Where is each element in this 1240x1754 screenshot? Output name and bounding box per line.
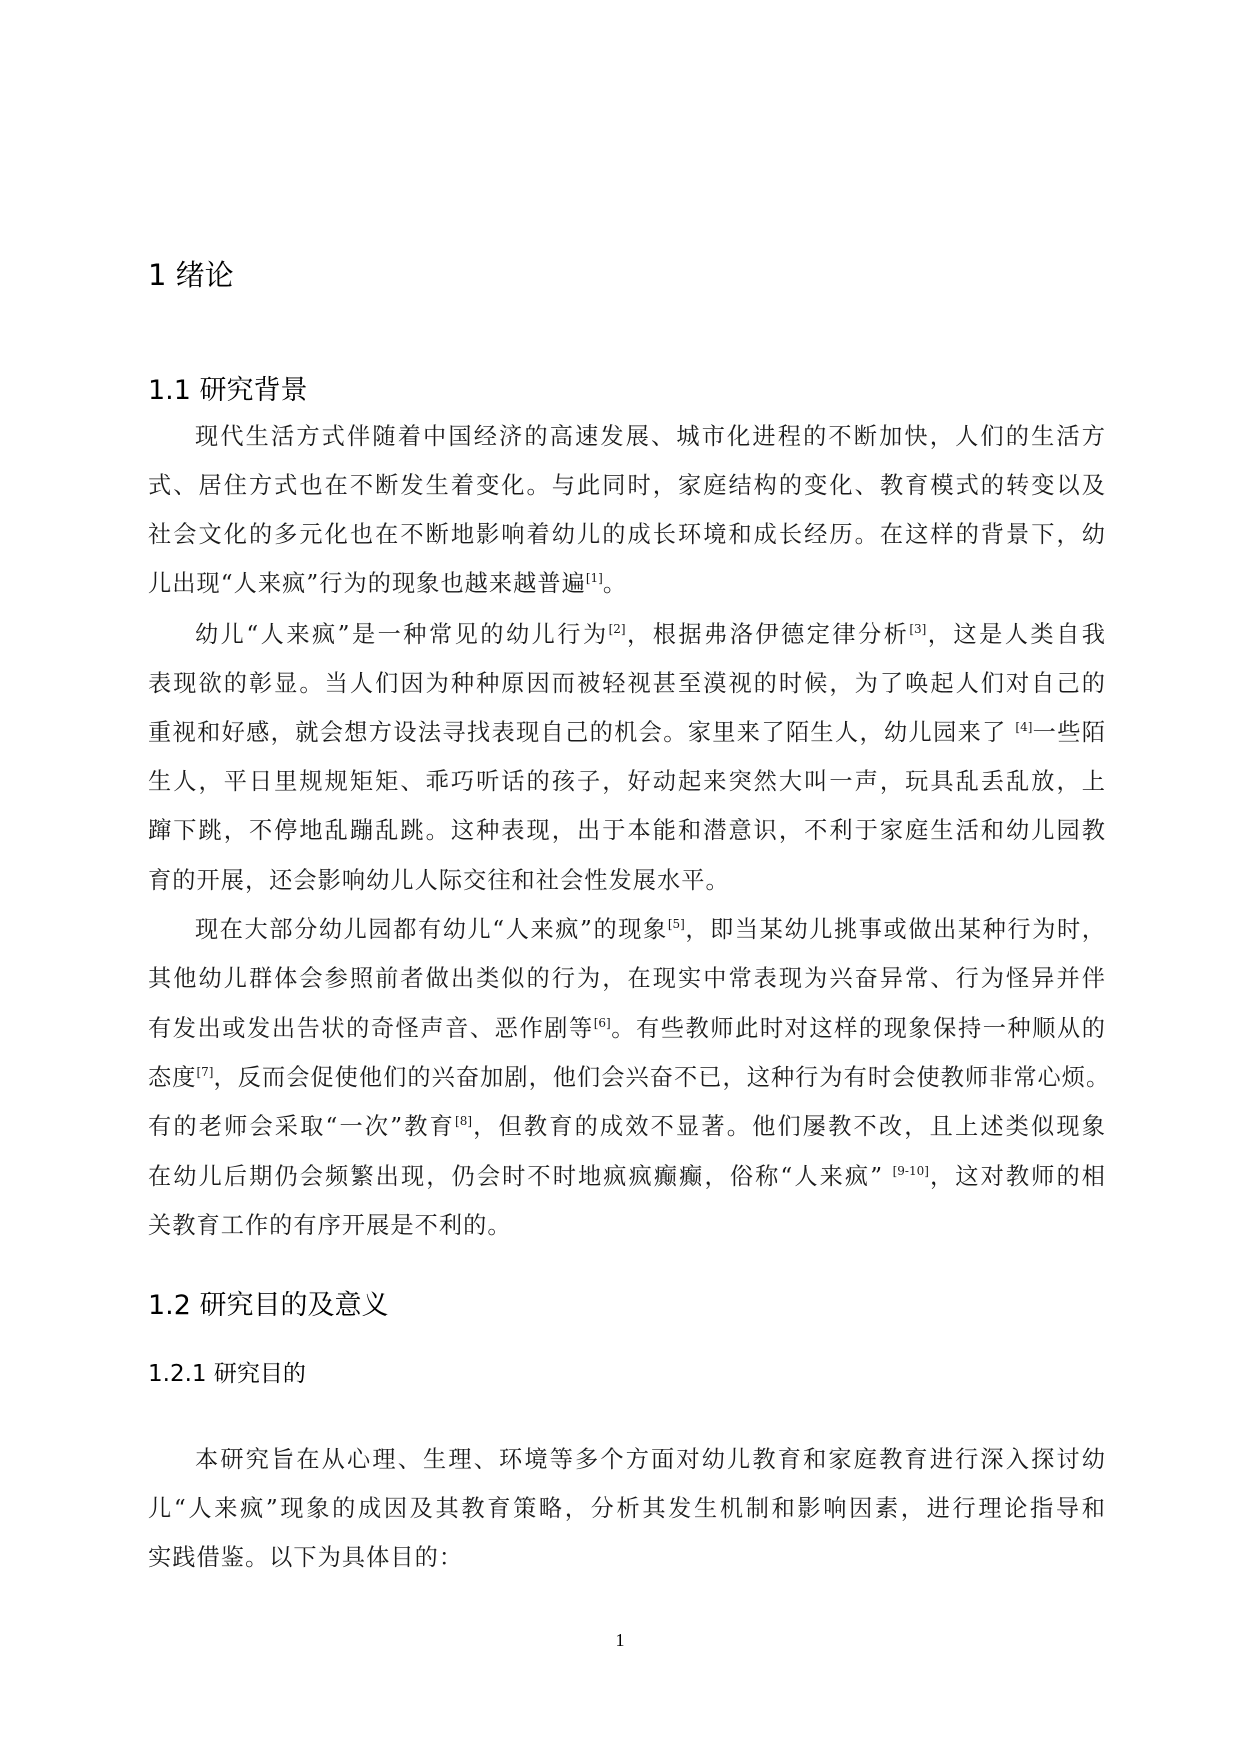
line-text: 有的老师会采取“一次”教育 [148,1113,456,1140]
line-text: 一些陌 [1032,719,1106,746]
paragraph-line [148,816,1106,846]
line-text: 表现欲的彰显。当人们因为种种原因而被轻视甚至漠视的时候，为了唤起人们对自己的 [148,670,1106,697]
paragraph-line [148,569,1106,599]
paragraph-line [148,471,1106,501]
line-text: 。 [602,570,628,597]
page-number: 1 [615,1630,625,1650]
line-text: ，反而会促使他们的兴奋加剧，他们会兴奋不已，这种行为有时会使教师非常心烦。 [213,1064,1111,1091]
paragraph-line [148,1014,1106,1044]
line-text: ，即当某幼儿挑事或做出某种行为时， [684,916,1106,943]
line-text: 实践借鉴。以下为具体目的： [148,1544,464,1571]
line-text: 现代生活方式伴随着中国经济的高速发展、城市化进程的不断加快，人们的生活方 [195,423,1106,450]
paragraph-line [148,1162,1106,1192]
paragraph-line [148,520,1106,550]
citation-marker: [3] [909,622,927,636]
paragraph-line [148,1543,1106,1573]
citation-marker: [9-10] [892,1164,929,1178]
line-text: 本研究旨在从心理、生理、环境等多个方面对幼儿教育和家庭教育进行深入探讨幼 [195,1446,1106,1473]
line-text: 式、居住方式也在不断发生着变化。与此同时，家庭结构的变化、教育模式的转变以及 [148,472,1106,499]
line-text: 现在大部分幼儿园都有幼儿“人来疯”的现象 [195,916,668,943]
line-text: 儿“人来疯”现象的成因及其教育策略，分析其发生机制和影响因素，进行理论指导和 [148,1495,1106,1522]
citation-marker: [5] [667,917,685,931]
subsection-heading-1-2-1: 1.2.1 研究目的 [148,1361,306,1387]
paragraph-line [148,1494,1106,1524]
paragraph-line [148,1112,1106,1142]
citation-marker: [4] [1015,720,1033,734]
section-heading-1-2: 1.2 研究目的及意义 [148,1290,389,1321]
paragraph-line [148,422,1106,452]
chapter-heading: 1 绪论 [148,258,234,292]
line-text: ，这是人类自我 [926,621,1106,648]
paragraph-line [148,1445,1106,1475]
paragraph-line [148,1211,1106,1241]
paragraph-line [148,767,1106,797]
section-heading-1-1: 1.1 研究背景 [148,375,308,406]
paragraph-line [148,964,1106,994]
line-text: 关教育工作的有序开展是不利的。 [148,1212,512,1239]
line-text: 蹿下跳，不停地乱蹦乱跳。这种表现，出于本能和潜意识，不利于家庭生活和幼儿园教 [148,817,1106,844]
line-text: 。有些教师此时对这样的现象保持一种顺从的 [610,1015,1106,1042]
line-text: 社会文化的多元化也在不断地影响着幼儿的成长环境和成长经历。在这样的背景下，幼 [148,521,1106,548]
line-text: 育的开展，还会影响幼儿人际交往和社会性发展水平。 [148,867,730,894]
citation-marker: [2] [608,622,626,636]
line-text: ，但教育的成效不显著。他们屡教不改，且上述类似现象 [472,1113,1107,1140]
line-text: 幼儿“人来疯”是一种常见的幼儿行为 [195,621,609,648]
paragraph-line [148,718,1106,748]
citation-marker: [6] [593,1016,611,1030]
paragraph-line [148,669,1106,699]
paragraph-line [148,915,1106,945]
citation-marker: [1] [585,571,603,585]
citation-marker: [8] [455,1114,473,1128]
line-text: ，这对教师的相 [928,1163,1106,1190]
citation-marker: [7] [196,1065,214,1079]
line-text: 生人，平日里规规矩矩、乖巧听话的孩子，好动起来突然大叫一声，玩具乱丢乱放，上 [148,768,1106,795]
paragraph-line [148,866,1106,896]
line-text: 其他幼儿群体会参照前者做出类似的行为，在现实中常表现为兴奋异常、行为怪异并伴 [148,965,1106,992]
line-text: 重视和好感，就会想方设法寻找表现自己的机会。家里来了陌生人，幼儿园来了 [148,719,1016,746]
line-text: 态度 [148,1064,197,1091]
paragraph-line [148,1063,1111,1093]
line-text: 有发出或发出告状的奇怪声音、恶作剧等 [148,1015,594,1042]
paragraph-line [148,620,1106,650]
line-text: 在幼儿后期仍会频繁出现，仍会时不时地疯疯癫癫，俗称“人来疯” [148,1163,893,1190]
line-text: 儿出现“人来疯”行为的现象也越来越普遍 [148,570,586,597]
line-text: ，根据弗洛伊德定律分析 [625,621,910,648]
